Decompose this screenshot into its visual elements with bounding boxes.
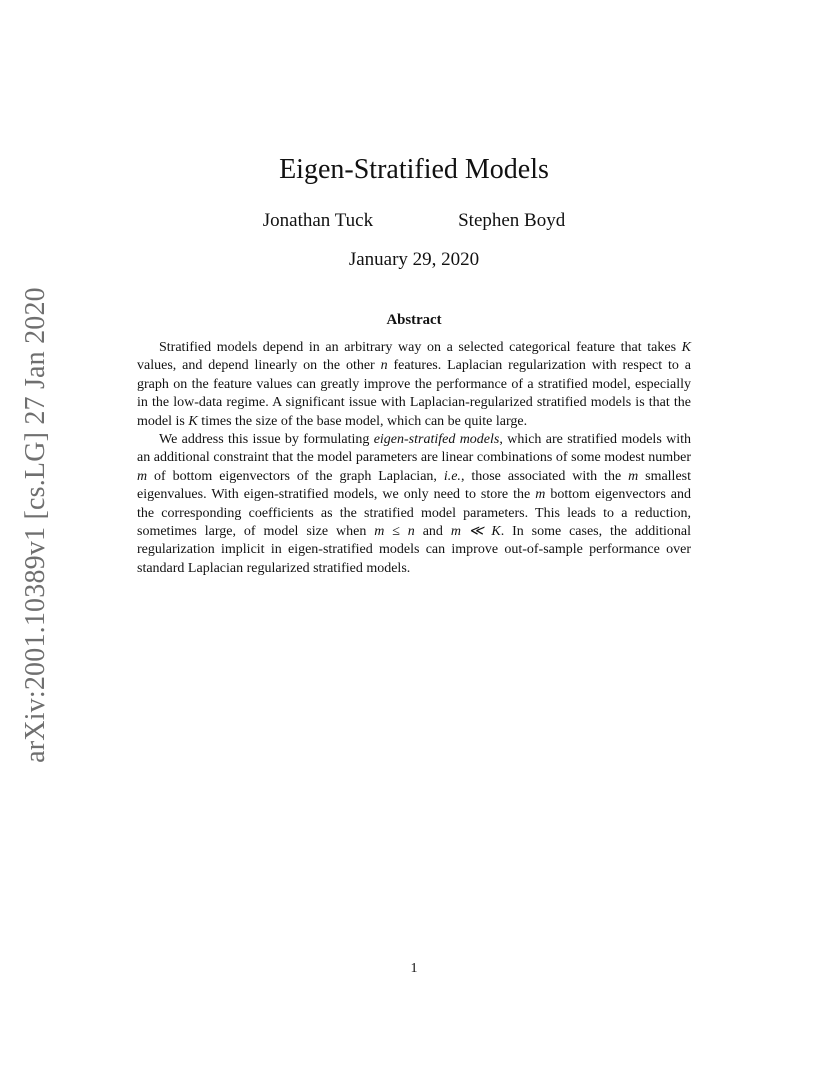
math-variable: m xyxy=(535,487,546,503)
math-variable: m xyxy=(137,468,148,484)
author-list xyxy=(0,209,828,233)
emphasized-term: i.e. xyxy=(443,468,461,484)
abstract-text: bottom eigenvectors and the corresponding coefficients as the stratified model parameters. This leads to a reduction, sometimes large, of model size when xyxy=(137,487,691,540)
math-variable: m xyxy=(628,468,639,484)
paper-title: Eigen-Stratified Models xyxy=(279,154,549,185)
abstract-text: values, and depend linearly on the other xyxy=(137,358,381,374)
publication-date: January 29, 2020 xyxy=(348,249,480,270)
abstract-text: smallest eigenvalues. With eigen-stratified models, we only need to store the xyxy=(137,468,691,503)
abstract-text: , those associated with the xyxy=(460,468,629,484)
abstract-text: , which are stratified models with an additional constraint that the model parameters are linear combinations of some modest number xyxy=(137,432,692,466)
emphasized-term: eigen-stratifed models xyxy=(373,432,500,448)
abstract-text: of bottom eigenvectors of the graph Laplacian, xyxy=(147,468,444,484)
math-expression: m ≪ K xyxy=(450,524,501,540)
math-variable: n xyxy=(380,358,388,374)
abstract-text: and xyxy=(414,524,451,540)
math-variable: K xyxy=(188,413,198,429)
abstract-paragraph xyxy=(137,431,691,578)
math-variable: K xyxy=(681,340,691,355)
author-name: Jonathan Tuck xyxy=(262,210,374,231)
author-name: Stephen Boyd xyxy=(458,210,566,231)
arxiv-identifier-stamp: arXiv:2001.10389v1 [cs.LG] 27 Jan 2020 xyxy=(20,287,51,763)
abstract-text: We address this issue by formulating xyxy=(159,432,374,448)
abstract-text: times the size of the base model, which can be quite large. xyxy=(197,413,528,429)
abstract-body xyxy=(137,339,691,578)
abstract-text: features. Laplacian regularization with respect to a graph on the feature values can greatly improve the performance of a stratified model, especially in the low-data regime. A significant issue with Laplacian-regularized stratified models is that the model is xyxy=(137,358,691,429)
abstract-heading: Abstract xyxy=(386,312,442,328)
abstract-text: Stratified models depend in an arbitrary way on a selected categorical feature that takes xyxy=(159,340,682,355)
abstract-text: . In some cases, the additional regularization implicit in eigen-stratified models can improve out-of-sample performance over standard Laplacian regularized stratified models. xyxy=(137,524,692,576)
abstract-paragraph xyxy=(137,339,691,431)
math-expression: m ≤ n xyxy=(374,524,415,540)
page-number: 1 xyxy=(410,961,418,976)
